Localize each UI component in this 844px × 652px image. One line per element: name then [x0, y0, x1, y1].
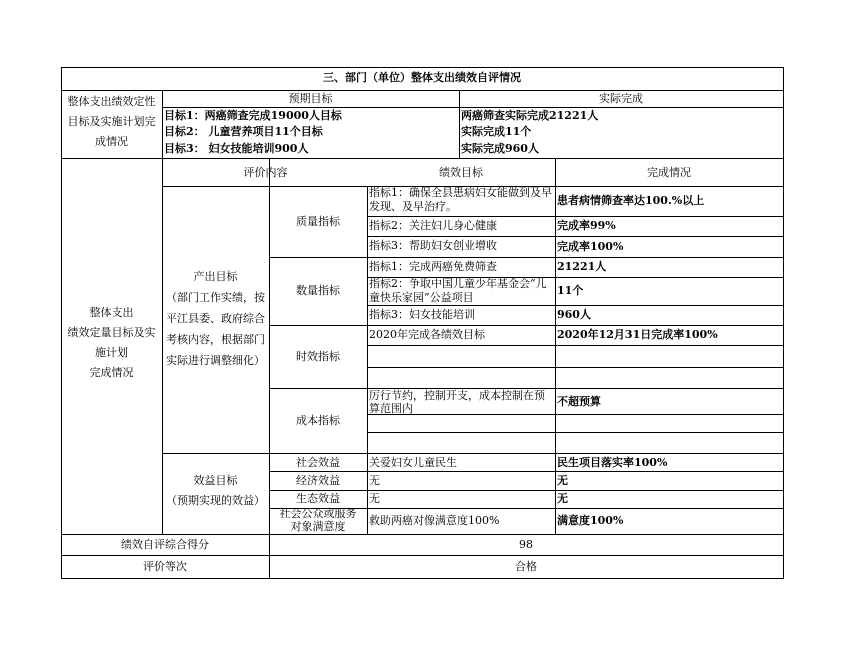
quantity-label: 数量指标	[296, 284, 340, 297]
indicator-text: 厉行节约，控制开支，成本控制在预算范围内	[369, 389, 545, 415]
output-label-line: 考核内容，根据部门	[166, 333, 265, 346]
overall-label-line: 成情况	[95, 135, 128, 148]
benefit-category: 对象满意度	[290, 520, 346, 533]
indicator-text: 指标2：关注妇儿身心健康	[369, 219, 497, 232]
result-text: 21221人	[557, 260, 607, 273]
grid-line	[269, 325, 783, 326]
planned-header: 预期目标	[288, 92, 333, 105]
quant-label-line: 完成情况	[89, 366, 134, 379]
result-text: 满意度100%	[557, 514, 624, 527]
indicator-text: 指标1：确保全县患病妇女能做到及早发现、及早治疗。	[369, 186, 552, 213]
grid-line	[269, 471, 783, 472]
result-text: 960人	[557, 308, 591, 321]
overall-label-line: 目标及实施计划完	[67, 115, 156, 128]
indicator-text: 指标3：妇女技能培训	[369, 308, 475, 321]
planned-target: 目标2： 儿童营养项目11个目标	[164, 125, 323, 138]
result-text: 患者病情筛查率达100.%以上	[557, 194, 705, 207]
grade-value: 合格	[515, 560, 537, 573]
quant-label-line: 施计划	[95, 346, 128, 359]
grid-line	[367, 367, 783, 368]
output-label-line: （部门工作实绩，按	[166, 291, 265, 304]
quant-label-line: 绩效定量目标及实	[67, 326, 156, 339]
indicator-text: 无	[369, 474, 380, 487]
output-label-line: 实际进行调整细化）	[166, 354, 265, 367]
grid-line	[162, 453, 783, 454]
output-label-line: 平江县委、政府综合	[166, 312, 265, 325]
indicator-text: 指标1：完成两癌免费筛查	[369, 260, 497, 273]
timeliness-label: 时效指标	[296, 350, 340, 363]
score-label: 绩效自评综合得分	[121, 538, 209, 551]
grid-line	[367, 236, 783, 237]
eval-content-header: 评价内容	[243, 166, 288, 179]
grid-line	[367, 305, 783, 306]
planned-target: 目标3： 妇女技能培训900人	[164, 142, 309, 155]
cost-label: 成本指标	[296, 414, 340, 427]
benefit-category: 生态效益	[296, 492, 340, 505]
actual-result: 两癌筛查实际完成21221人	[461, 109, 599, 122]
overall-label-line: 整体支出绩效定性	[67, 95, 156, 108]
score-value: 98	[519, 538, 533, 551]
grid-line	[367, 216, 783, 217]
result-text: 民生项目落实率100%	[557, 456, 668, 469]
grid-line	[269, 257, 783, 258]
benefit-category: 社会效益	[296, 456, 340, 469]
status-header: 完成情况	[647, 166, 691, 179]
actual-header: 实际完成	[599, 92, 643, 105]
grid-line	[61, 555, 783, 556]
grid-line	[61, 534, 783, 535]
benefit-category: 经济效益	[296, 474, 340, 487]
actual-result: 实际完成960人	[461, 142, 539, 155]
table-title: 三、部门（单位）整体支出绩效自评情况	[323, 71, 521, 84]
benefit-category: 社会公众或服务	[279, 507, 357, 520]
result-text: 不超预算	[557, 395, 601, 408]
grid-line	[367, 432, 783, 433]
indicator-text: 救助两癌对像满意度100%	[369, 514, 500, 527]
benefit-label-line: （预期实现的效益）	[166, 494, 265, 507]
result-text: 2020年12月31日完成率100%	[557, 328, 718, 341]
grade-label: 评价等次	[143, 560, 187, 573]
result-text: 无	[557, 492, 568, 505]
benefit-label-line: 效益目标	[193, 474, 238, 487]
indicator-text: 指标3：帮助妇女创业增收	[369, 239, 497, 252]
indicator-text: 关爱妇女儿童民生	[369, 456, 457, 469]
result-text: 完成率99%	[557, 219, 616, 232]
grid-line	[783, 67, 784, 579]
indicator-text: 2020年完成各绩效目标	[369, 328, 485, 341]
planned-target: 目标1：两癌筛查完成19000人目标	[164, 109, 342, 122]
quant-label-line: 整体支出	[89, 306, 134, 319]
actual-result: 实际完成11个	[461, 125, 532, 138]
grid-line	[367, 186, 368, 534]
grid-line	[61, 578, 783, 579]
result-text: 无	[557, 474, 568, 487]
result-text: 完成率100%	[557, 240, 624, 253]
quality-label: 质量指标	[296, 215, 340, 228]
grid-line	[61, 67, 783, 68]
grid-line	[367, 345, 783, 346]
indicator-header: 绩效目标	[439, 166, 483, 179]
grid-line	[61, 158, 783, 159]
result-text: 11个	[557, 284, 584, 297]
grid-line	[555, 158, 556, 534]
output-label-line: 产出目标	[193, 270, 238, 283]
indicator-text: 指标2：争取中国儿童少年基金会“儿童快乐家园”公益项目	[369, 277, 547, 304]
indicator-text: 无	[369, 492, 380, 505]
